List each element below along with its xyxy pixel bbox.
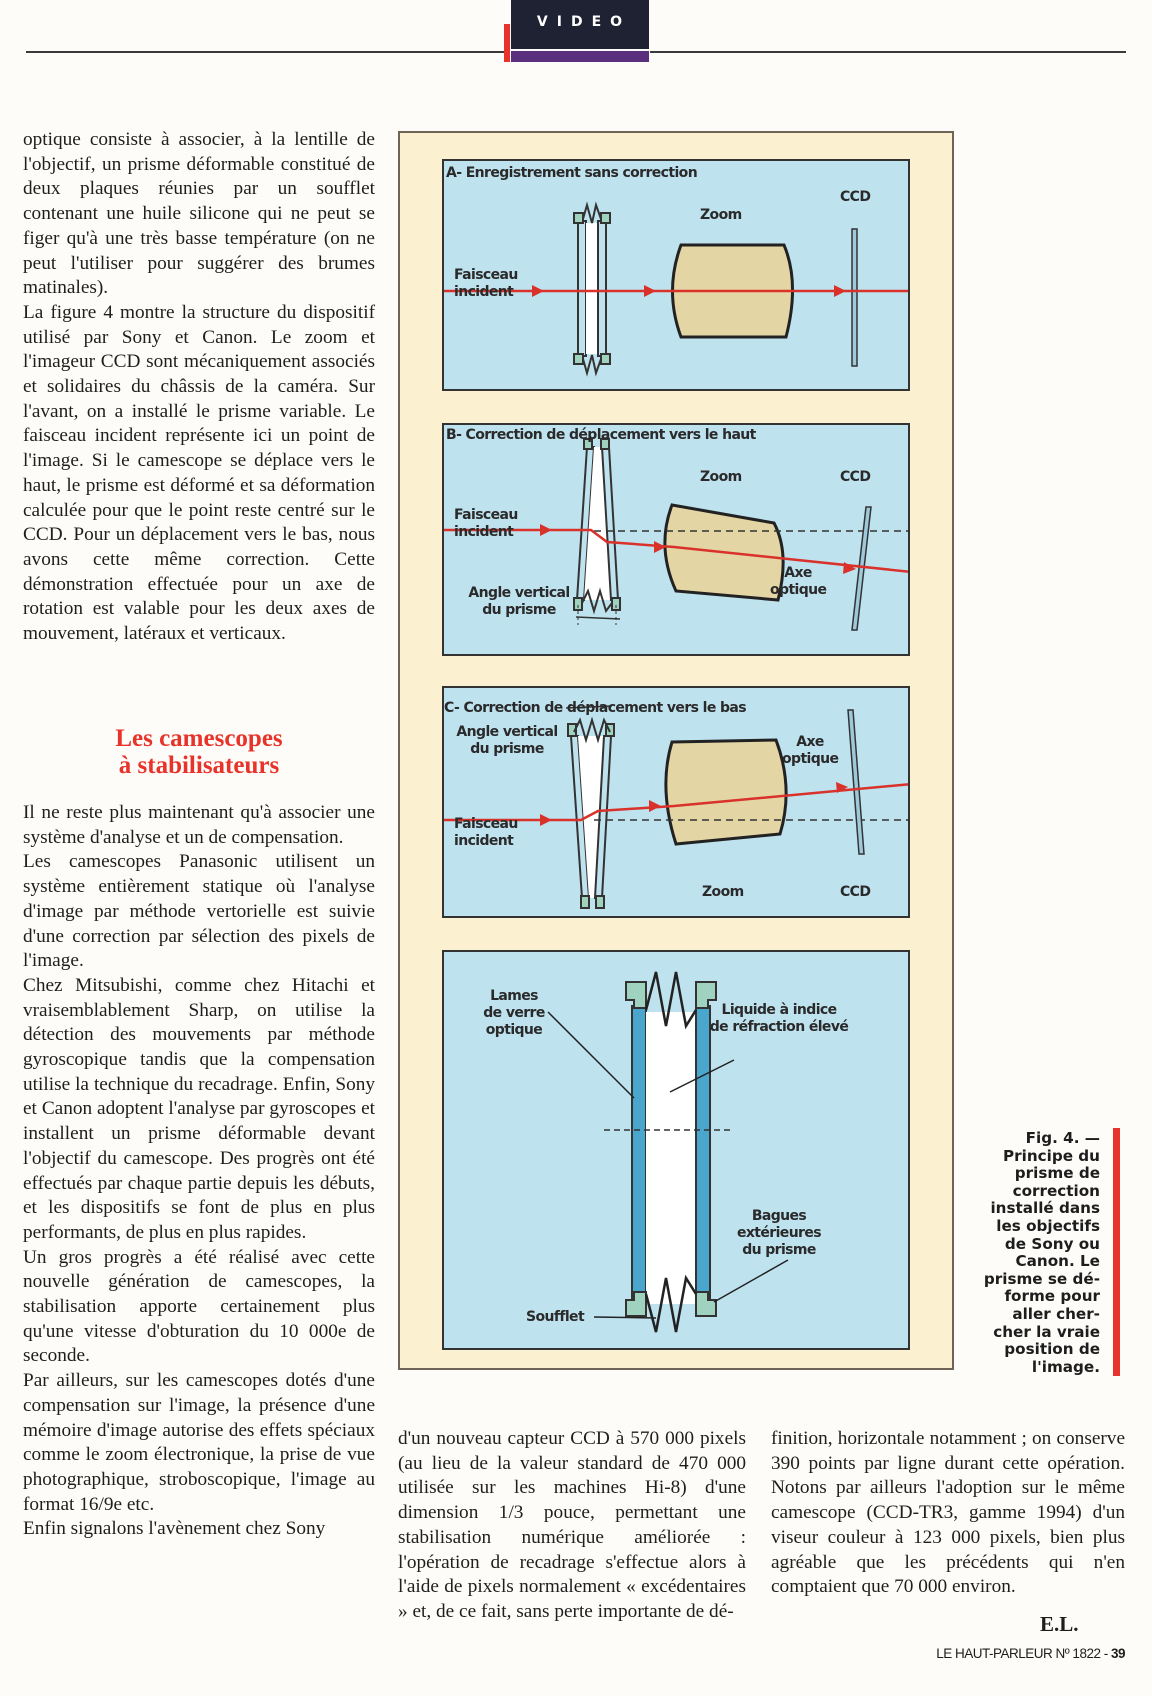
beam-label: Faisceau incident: [454, 507, 518, 540]
angle-label: Angle vertical du prisme: [456, 724, 558, 757]
ccd-label: CCD: [840, 884, 871, 900]
paragraph: Un gros progrès a été réalisé avec cette nouvelle génération de camescopes, la stabilisation apporte certainement plus qu'une vitesse d'obturation du 10 000e de seconde.: [23, 1246, 375, 1367]
diagram-panel-b: [442, 423, 910, 656]
optical-axis-label: Axe optique: [770, 565, 827, 598]
paragraph: La figure 4 montre la structure du dispositif utilisé par Sony et Canon. Le zoom et l'imageur CCD sont mécaniquement associés et solidaires du châssis de la caméra. Sur l'avant, on a installé le prisme variable. Le faisceau incident représente ici un point de l'image. Si le camescope se déplace vers le haut, le prisme est déformé et sa déformation calculée pour que le point reste centré sur le CCD. Pour un déplacement vers le bas, nous avons cette même correction. Cette démonstration effectuée pour un axe de rotation est valable pour les deux axes de mouvement, latéraux et verticaux.: [23, 301, 375, 645]
publication-name: LE HAUT-PARLEUR Nº 1822 -: [936, 1646, 1111, 1661]
glass-plates-label: Lames de verre optique: [483, 988, 545, 1038]
section-heading: [23, 725, 375, 779]
header-rule: [650, 51, 1126, 53]
diagram-panel-a: [442, 159, 910, 391]
section-tab: [508, 0, 649, 62]
header-rule: [26, 51, 506, 53]
beam-label: Faisceau incident: [454, 816, 518, 849]
section-label: VIDEO: [536, 14, 632, 30]
paragraph: optique consiste à associer, à la lentille de l'objectif, un prisme déformable constitué de deux plaques réunies par un soufflet contenant une huile silicone qui ne peut se figer qu'à une très basse température (on ne peut l'utiliser pour suggérer des brumes matinales).: [23, 129, 375, 299]
arrow-icon: [649, 800, 661, 812]
panel-title: A- Enregistrement sans correction: [446, 165, 698, 181]
liquid-label: Liquide à indice de réfraction élevé: [709, 1002, 849, 1035]
ccd-label: CCD: [840, 189, 871, 205]
heading-line: Les camescopes: [115, 725, 283, 752]
ccd-label: CCD: [840, 469, 871, 485]
beam-label: Faisceau incident: [454, 267, 518, 300]
ccd-sensor-icon: [852, 229, 857, 366]
left-column-top: [23, 128, 375, 647]
panel-title: C- Correction de déplacement vers le bas: [444, 700, 747, 716]
page-number: 39: [1110, 1646, 1125, 1661]
zoom-label: Zoom: [702, 884, 744, 900]
prism-icon: [574, 205, 610, 373]
paragraph: Les camescopes Panasonic utilisent un système entièrement statique où l'analyse d'image par méthode vertorielle est suivie d'une correction par sélection des pixels de l'image.: [23, 851, 375, 972]
author-signature: E.L.: [1040, 1612, 1079, 1636]
heading-line: à stabilisateurs: [118, 752, 280, 779]
leader-line: [594, 1317, 656, 1318]
prism-icon: [626, 972, 716, 1332]
arrow-icon: [540, 524, 552, 536]
zoom-lens-icon: [666, 740, 786, 844]
ccd-sensor-icon: [848, 710, 864, 854]
diagram-panel-c: [442, 686, 910, 918]
arrow-icon: [644, 285, 656, 297]
paragraph: Par ailleurs, sur les camescopes dotés d'une compensation sur l'image, la présence d'une mémoire d'image autorise des effets spéciaux comme le zoom électronique, la prise de vue photographique, stroboscopique, l'image au format 16/9e etc.: [23, 1370, 375, 1515]
figure-caption: Fig. 4. — Principe du prisme de correction installé dans les objectifs de Sony ou Canon. Le prisme se dé- forme pour aller cher- cher la vraie position de l'image.: [983, 1129, 1100, 1376]
panel-title: B- Correction de déplacement vers le haut: [446, 427, 756, 443]
paragraph: Chez Mitsubishi, comme chez Hitachi et vraisemblablement Sharp, on utilise la détection des mouvements par méthode gyroscopique tandis que la compensation utilise la technique du recadrage. Enfin, Sony et Canon adoptent l'analyse par gyroscopes et installent un prisme déformable devant l'objectif du camescope. Des progrès ont été effectués par chaque partie depuis les débuts, et les dispositifs se font de plus en plus performants, de plus en plus rapides.: [23, 974, 375, 1243]
paragraph: d'un nouveau capteur CCD à 570 000 pixels (au lieu de la valeur standard de 470 000 utilisée sur les machines Hi-8) d'une dimension 1/3 pouce, permettant une stabilisation numérique améliorée : l'opération de recadrage s'effectue alors à l'aide de pixels normalement « excédentaires » et, de ce fait, sans perte importante de dé-: [398, 1428, 746, 1622]
leader-line: [714, 1260, 788, 1302]
paragraph: Enfin signalons l'avènement chez Sony: [23, 1518, 326, 1540]
caption-accent-bar: [1113, 1128, 1120, 1376]
arrow-icon: [843, 562, 856, 574]
rings-label: Bagues extérieures du prisme: [736, 1208, 821, 1258]
diagram-panel-d: [442, 950, 910, 1350]
optical-axis-label: Axe optique: [782, 734, 839, 767]
arrow-icon: [540, 814, 552, 826]
paragraph: Il ne reste plus maintenant qu'à associer une système d'analyse et un de compensation.: [23, 802, 375, 848]
right-column: [771, 1427, 1125, 1600]
left-column-bottom: [23, 801, 375, 1542]
middle-column: [398, 1427, 746, 1625]
prism-icon: [566, 706, 614, 908]
bellows-label: Soufflet: [526, 1309, 585, 1325]
page-footer: [920, 1646, 1125, 1661]
zoom-label: Zoom: [700, 469, 742, 485]
tab-red-marker: [504, 24, 510, 62]
arrow-icon: [532, 285, 544, 297]
angle-label: Angle vertical du prisme: [468, 585, 570, 618]
arrow-icon: [834, 285, 846, 297]
prism-icon: [574, 439, 620, 625]
paragraph: finition, horizontale notamment ; on conserve 390 points par ligne durant cette opération. Notons par ailleurs l'adoption sur le même camescope (CCD-TR3, gamme 1994) d'un viseur couleur à 123 000 pixels, bien plus agréable que les précédents qui n'en comptaient que 70 000 environ.: [771, 1428, 1125, 1598]
tab-accent-bar: [511, 51, 649, 62]
zoom-label: Zoom: [700, 207, 742, 223]
